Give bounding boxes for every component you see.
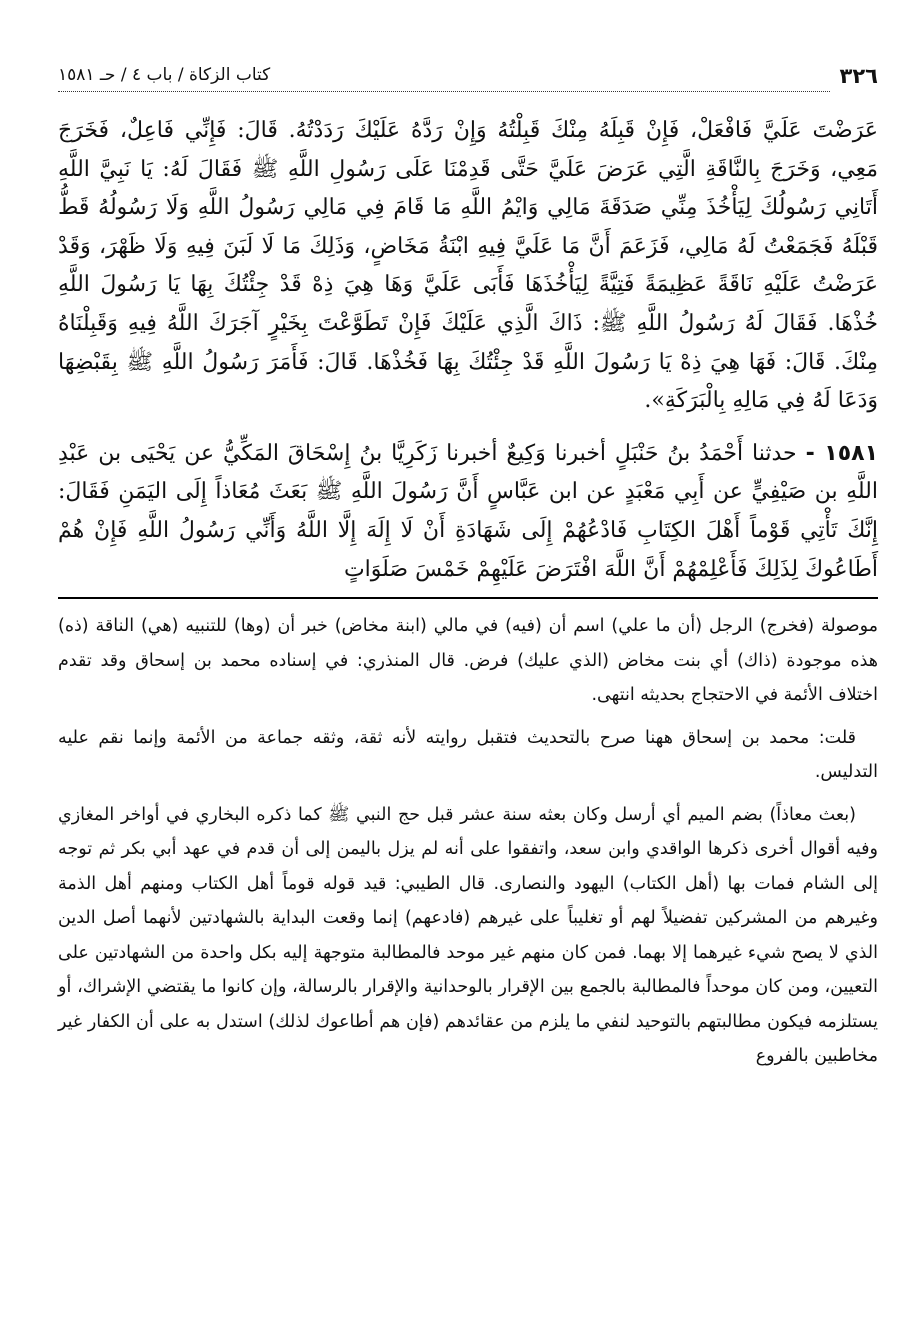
hadith-number: ١٥٨١ - bbox=[805, 440, 879, 466]
commentary bbox=[58, 609, 878, 1074]
running-title: كتاب الزكاة / باب ٤ / حـ ١٥٨١ bbox=[58, 65, 830, 92]
main-paragraph: عَرَضْتَ عَلَيَّ فَافْعَلْ، فَإِنْ قَبِلَهُ مِنْكَ قَبِلْتُهُ وَإِنْ رَدَّهُ عَلَيْكَ رَدَدْتُهُ. قَالَ: فَإِنِّي فَاعِلٌ، فَخَرَجَ مَعِي، وَخَرَجَ بِالنَّاقَةِ الَّتِي عَرَضَ عَلَيَّ حَتَّى قَدِمْنَا عَلَى رَسُولِ اللَّهِ ﷺ فَقَالَ لَهُ: يَا نَبِيَّ اللَّهِ أَتَانِي رَسُولُكَ لِيَأْخُذَ مِنِّي صَدَقَةَ مَالِي وَايْمُ اللَّهِ مَا قَامَ فِي مَالِي رَسُولُ اللَّهِ وَلَا رَسُولُهُ قَطُّ قَبْلَهُ فَجَمَعْتُ لَهُ مَالِي، فَزَعَمَ أَنَّ مَا عَلَيَّ فِيهِ ابْنَةُ مَخَاضٍ، وَذَلِكَ مَا لَا لَبَنَ فِيهِ وَلَا ظَهْرَ، وَقَدْ عَرَضْتُ عَلَيْهِ نَاقَةً عَظِيمَةً فَتِيَّةً لِيَأْخُذَهَا فَأَبَى عَلَيَّ وَهَا هِيَ ذِهْ قَدْ جِئْتُكَ بِهَا يَا رَسُولَ اللَّهِ خُذْهَا. فَقَالَ لَهُ رَسُولُ اللَّهِ ﷺ: ذَاكَ الَّذِي عَلَيْكَ فَإِنْ تَطَوَّعْتَ بِخَيْرٍ آجَرَكَ اللَّهُ فِيهِ وَقَبِلْنَاهُ مِنْكَ. قَالَ: فَهَا هِيَ ذِهْ يَا رَسُولَ اللَّهِ قَدْ جِئْتُكَ بِهَا فَخُذْهَا. قَالَ: فَأَمَرَ رَسُولُ اللَّهِ ﷺ بِقَبْضِهَا وَدَعَا لَهُ فِي مَالِهِ بِالْبَرَكَةِ». bbox=[58, 118, 878, 414]
hadith-paragraph bbox=[58, 435, 878, 589]
divider bbox=[58, 597, 878, 599]
hadith-text: حدثنا أَحْمَدُ بنُ حَنْبَلٍ أخبرنا وَكِيعٌ أخبرنا زَكَرِيَّا بنُ إِسْحَاقَ المَكِّيُّ عن يَحْيَى بن عَبْدِ اللَّهِ بن صَيْفِيٍّ عن أَبِي مَعْبَدٍ عن ابن عَبَّاسٍ أَنَّ رَسُولَ اللَّهِ ﷺ بَعَثَ مُعَاذاً إِلَى اليَمَنِ فَقَالَ: إِنَّكَ تَأْتِي قَوْماً أَهْلَ الكِتَابِ فَادْعُهُمْ إِلَى شَهَادَةِ أَنْ لَا إِلَهَ إِلَّا اللَّهُ وَأَنِّي رَسُولُ اللَّهِ فَإِنْ هُمْ أَطَاعُوكَ لِذَلِكَ فَأَعْلِمْهُمْ أَنَّ اللَّهَ افْتَرَضَ عَلَيْهِمْ خَمْسَ صَلَوَاتٍ bbox=[58, 440, 878, 582]
book-page bbox=[58, 58, 878, 1328]
main-text bbox=[58, 112, 878, 589]
commentary-paragraph-3: (بعث معاذاً) بضم الميم أي أرسل وكان بعثه سنة عشر قبل حج النبي ﷺ كما ذكره البخاري في أواخر المغازي وفيه أقوال أخرى ذكرها الواقدي وابن سعد، واتفقوا على أنه لم يزل باليمن إلى أن قدم في عهد أبي بكر ثم توجه إلى الشام فمات بها (أهل الكتاب) اليهود والنصارى. قال الطيبي: قيد قوله قوماً أهل الكتاب ومنهم أهل الذمة وغيرهم من المشركين تفضيلاً لهم أو تغليباً على غيرهم (فادعهم) إنما وقعت البداية بالشهادتين لأنهما أصل الدين الذي لا يصح شيء غيرهما إلا بهما. فمن كان منهم غير موحد فالمطالبة متوجهة إليه بكل واحدة من الشهادتين على التعيين، ومن كان موحداً فالمطالبة بالجمع بين الإقرار بالوحدانية والإقرار بالرسالة، وإن كانوا ما يقتضي الإشراك، أو يستلزمه فيكون مطالبتهم بالتوحيد لنفي ما يلزم من عقائدهم (فإن هم أطاعوك لذلك) استدل به على أن الكفار غير مخاطبين بالفروع bbox=[58, 804, 878, 1067]
commentary-paragraph-1: موصولة (فخرج) الرجل (أن ما علي) اسم أن (فيه) في مالي (ابنة مخاض) خبر أن (وها) للتنبيه (هي) الناقة (ذه) هذه موجودة (ذاك) أي بنت مخاض (الذي عليك) فرض. قال المنذري: في إسناده محمد بن إسحاق وقد تقدم اختلاف الأئمة في الاحتجاج بحديثه انتهى. bbox=[58, 616, 878, 706]
commentary-paragraph-2: قلت: محمد بن إسحاق ههنا صرح بالتحديث فتقبل روايته لأنه ثقة، وثقه جماعة من الأئمة وإنما نقم عليه التدليس. bbox=[58, 727, 878, 783]
page-number: ٣٢٦ bbox=[839, 64, 878, 88]
running-head bbox=[58, 58, 878, 92]
